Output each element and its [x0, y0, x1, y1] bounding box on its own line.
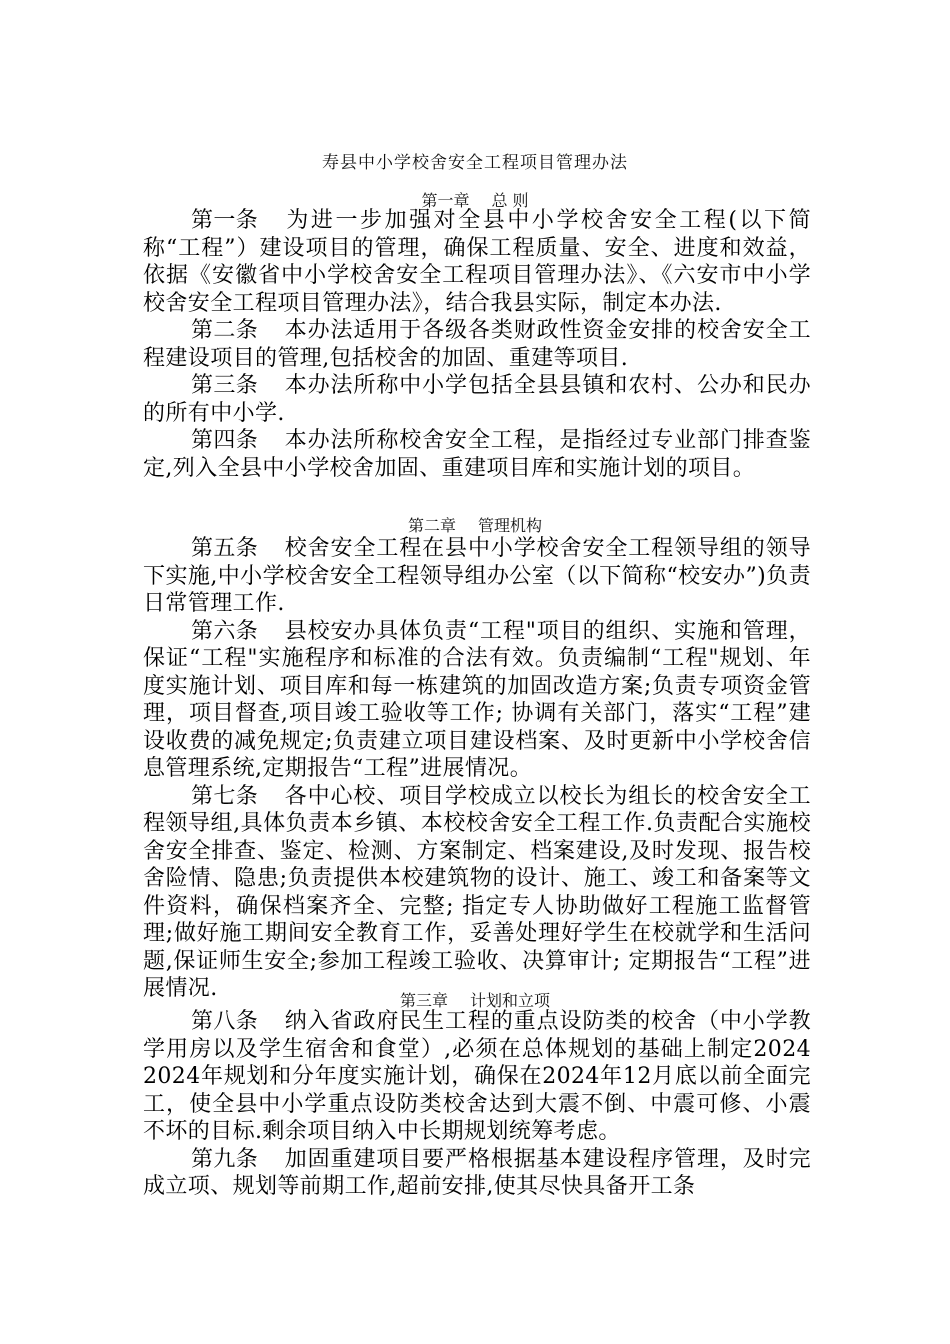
article-number: 第三条 — [191, 373, 259, 398]
chapter-number: 第三章 — [399, 991, 448, 1010]
article-text: 纳入省政府民生工程的重点设防类的校舍（中小学教学用房以及学生宿舍和食堂）,必须在总体规划的基础上制定2024 2024年规划和分年度实施计划，确保在2024年12月底以前全面完工，使全县中小学重点设防类校舍达到大震不倒、中震可修、小震不坏的目标.剩余项目纳入中长期规划统筹考虑。 — [143, 1009, 811, 1144]
article-number: 第七条 — [191, 783, 259, 809]
chapter-title: 管理机构 — [478, 516, 543, 535]
article-number: 第一条 — [191, 208, 259, 233]
chapter-number: 第二章 — [407, 516, 456, 535]
article-number: 第九条 — [191, 1146, 259, 1172]
article-number: 第五条 — [191, 536, 259, 561]
chapter-title: 计划和立项 — [470, 991, 551, 1010]
article-number: 第六条 — [191, 618, 259, 644]
article-number: 第二条 — [191, 318, 259, 343]
article-text: 本办法适用于各级各类财政性资金安排的校舍安全工程建设项目的管理,包括校舍的加固、重建等项目. — [143, 318, 811, 371]
article-paragraph — [143, 1146, 811, 1201]
article-text: 为进一步加强对全县中小学校舍安全工程(以下简称“工程”）建设项目的管理，确保工程质量、安全、进度和效益，依据《安徽省中小学校舍安全工程项目管理办法》、《六安市中小学校舍安全工程项目管理办法》，结合我县实际，制定本办法. — [143, 208, 811, 316]
article-text: 各中心校、项目学校成立以校长为组长的校舍安全工程领导组,具体负责本乡镇、本校校舍安全工程工作.负责配合实施校舍安全排查、鉴定、检测、方案制定、档案建设,及时发现、报告校舍险情、隐患;负责提供本校建筑物的设计、施工、竣工和备案等文件资料，确保档案齐全、完整; 指定专人协助做好工程施工监督管理;做好施工期间安全教育工作，妥善处理好学生在校就学和生活问题,保证师生安全;参加工程竣工验收、决算审计; 定期报告“工程”进展情况. — [143, 783, 811, 1001]
article-paragraph — [143, 618, 811, 783]
article-text: 县校安办具体负责“工程"项目的组织、实施和管理，保证“工程"实施程序和标准的合法有效。负责编制“工程"规划、年度实施计划、项目库和每一栋建筑的加固改造方案;负责专项资金管理，项目督查,项目竣工验收等工作; 协调有关部门，落实“工程”建设收费的减免规定;负责建立项目建设档案、及时更新中小学校舍信息管理系统,定期报告“工程”进展情况。 — [143, 618, 811, 781]
chapter-body-3 — [143, 1008, 811, 1201]
article-paragraph — [143, 783, 811, 1003]
chapter-title: 总 则 — [491, 191, 529, 210]
chapter-number: 第一章 — [421, 191, 470, 210]
article-number: 第四条 — [191, 428, 259, 453]
article-text: 加固重建项目要严格根据基本建设程序管理，及时完成立项、规划等前期工作,超前安排,使其尽快具备开工条 — [143, 1146, 811, 1199]
article-text: 校舍安全工程在县中小学校舍安全工程领导组的领导下实施,中小学校舍安全工程领导组办公室（以下简称“校安办”)负责日常管理工作. — [143, 536, 811, 616]
article-paragraph — [143, 535, 811, 618]
document-title: 寿县中小学校舍安全工程项目管理办法 — [322, 153, 628, 173]
article-text: 本办法所称中小学包括全县县镇和农村、公办和民办的所有中小学. — [143, 373, 811, 426]
chapter-body-1 — [143, 207, 811, 482]
chapter-body-2 — [143, 535, 811, 1003]
article-paragraph — [143, 372, 811, 427]
article-text: 本办法所称校舍安全工程，是指经过专业部门排查鉴定,列入全县中小学校舍加固、重建项目库和实施计划的项目。 — [143, 428, 811, 481]
article-paragraph — [143, 207, 811, 317]
article-number: 第八条 — [191, 1009, 259, 1034]
chapter-heading-2 — [0, 513, 950, 536]
article-paragraph — [143, 1008, 811, 1146]
article-paragraph — [143, 317, 811, 372]
article-paragraph — [143, 427, 811, 482]
